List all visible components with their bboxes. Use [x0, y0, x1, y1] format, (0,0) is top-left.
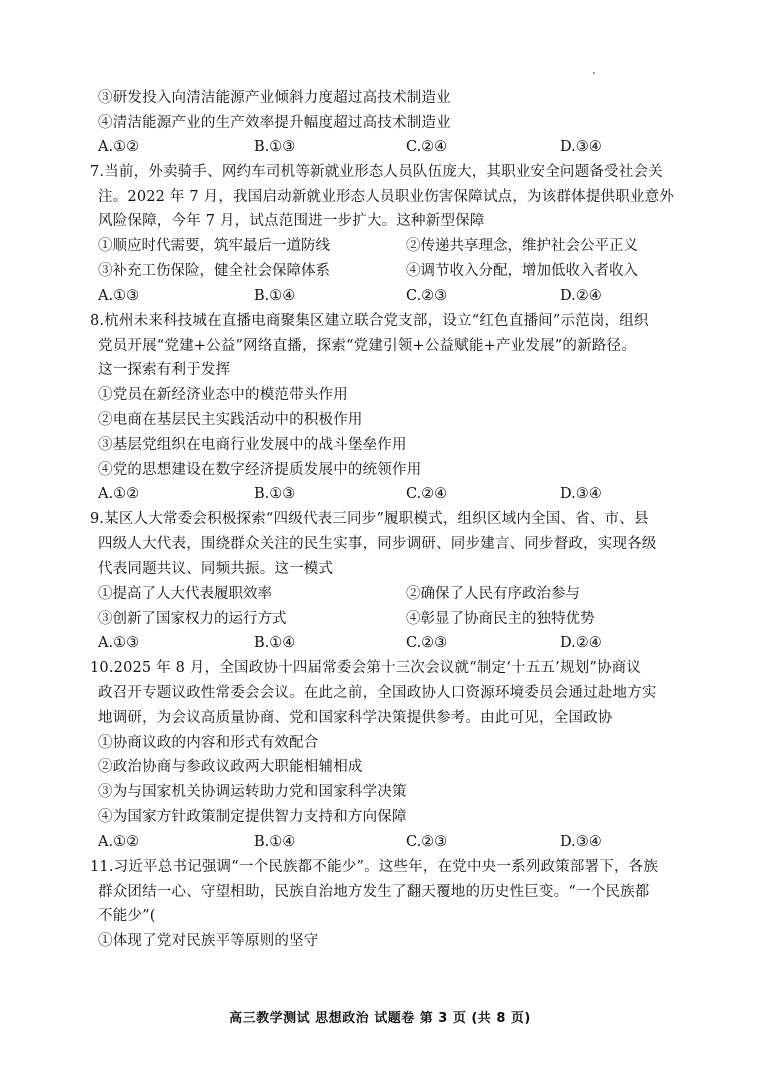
q9-stem-line-3: 代表同题共议、同频共振。这一模式 [98, 561, 334, 577]
q10-stem-line-2: 政召开专题议政性常委会会议。在此之前，全国政协人口资源环境委员会通过赴地方实 [98, 685, 657, 701]
q10-choice-b: B.①④ [254, 834, 296, 850]
q8-choice-b: B.①③ [254, 486, 296, 502]
q7-option-3: ③补充工伤保险，健全社会保障体系 [98, 263, 330, 279]
q8-choice-c: C.②④ [406, 486, 448, 502]
q7-stem-line-1: 7.当前，外卖骑手、网约车司机等新就业形态人员队伍庞大，其职业安全问题备受社会关 [90, 164, 663, 180]
q10-option-4: ④为国家方针政策制定提供智力支持和方向保障 [98, 809, 407, 825]
q6-choices [98, 138, 658, 156]
q7-stem-line-3: 风险保障，今年 7 月，试点范围进一步扩大。这种新型保障 [98, 213, 485, 229]
q8-option-3: ③基层党组织在电商行业发展中的战斗堡垒作用 [98, 437, 407, 453]
q7-option-2: ②传递共享理念，维护社会公平正义 [406, 238, 638, 254]
q9-choices [98, 634, 658, 652]
q9-choice-b: B.①④ [254, 635, 296, 651]
q10-choice-d: D.③④ [560, 834, 602, 850]
q8-stem-line-3: 这一探索有利于发挥 [98, 362, 231, 378]
q11-stem-line-1: 11.习近平总书记强调“一个民族都不能少”。这些年，在党中央一系列政策部署下，各族 [90, 859, 659, 875]
q9-choice-a: A.①③ [98, 635, 140, 651]
q9-stem-line-1: 9.某区人大常委会积极探索“四级代表三同步”履职模式，组织区域内全国、省、市、县 [90, 511, 649, 527]
q7-choice-c: C.②③ [406, 288, 448, 304]
q7-choice-b: B.①④ [254, 288, 296, 304]
q8-option-2: ②电商在基层民主实践活动中的积极作用 [98, 412, 363, 428]
q7-option-4: ④调节收入分配，增加低收入者收入 [406, 263, 638, 279]
q9-option-2: ②确保了人民有序政治参与 [406, 586, 580, 602]
q10-option-3: ③为与国家机关协调运转助力党和国家科学决策 [98, 784, 407, 800]
q6-choice-c: C.②④ [406, 139, 448, 155]
q6-choice-a: A.①② [98, 139, 140, 155]
q9-options-row-1 [98, 585, 658, 603]
q6-choice-b: B.①③ [254, 139, 296, 155]
q10-option-2: ②政治协商与参政议政两大职能相辅相成 [98, 759, 363, 775]
q9-option-4: ④彰显了协商民主的独特优势 [406, 611, 595, 627]
q10-choice-c: C.②③ [406, 834, 448, 850]
q8-option-4: ④党的思想建设在数字经济提质发展中的统领作用 [98, 462, 422, 478]
q9-choice-d: D.②④ [560, 635, 602, 651]
q7-option-1: ①顺应时代需要，筑牢最后一道防线 [98, 238, 330, 254]
q9-choice-c: C.②③ [406, 635, 448, 651]
q10-choices [98, 833, 658, 851]
q8-choices [98, 485, 658, 503]
q10-option-1: ①协商议政的内容和形式有效配合 [98, 735, 319, 751]
q10-stem-line-3: 地调研，为会议高质量协商、党和国家科学决策提供参考。由此可见，全国政协 [98, 710, 613, 726]
page-footer: 高三教学测试 思想政治 试题卷 第 3 页 (共 8 页) [229, 1011, 531, 1026]
q9-option-1: ①提高了人大代表履职效率 [98, 586, 272, 602]
q7-choices [98, 287, 658, 305]
q11-stem-line-2: 群众团结一心、守望相助，民族自治地方发生了翻天覆地的历史性巨变。“一个民族都 [98, 884, 650, 900]
q7-options-row-2 [98, 262, 658, 280]
q7-choice-d: D.②④ [560, 288, 602, 304]
q8-option-1: ①党员在新经济业态中的模范带头作用 [98, 387, 348, 403]
q6-choice-d: D.③④ [560, 139, 602, 155]
q8-choice-d: D.③④ [560, 486, 602, 502]
q10-stem-line-1: 10.2025 年 8 月，全国政协十四届常委会第十三次会议就“制定‘十五五’规划”协商议 [90, 660, 642, 676]
q11-option-1: ①体现了党对民族平等原则的坚守 [98, 933, 319, 949]
q7-stem-line-2: 注。2022 年 7 月，我国启动新就业形态人员职业伤害保障试点，为该群体提供职业意外 [98, 189, 675, 205]
q8-stem-line-2: 党员开展“党建+公益”网络直播，探索“党建引领+公益赋能+产业发展”的新路径。 [98, 338, 636, 354]
q6-option-3: ③研发投入向清洁能源产业倾斜力度超过高技术制造业 [98, 90, 451, 106]
q10-choice-a: A.①② [98, 834, 140, 850]
q9-stem-line-2: 四级人大代表，围绕群众关注的民生实事，同步调研、同步建言、同步督政，实现各级 [98, 536, 657, 552]
q11-stem-line-3: 不能少”( [98, 908, 156, 924]
q6-option-4: ④清洁能源产业的生产效率提升幅度超过高技术制造业 [98, 115, 451, 131]
q7-options-row-1 [98, 237, 658, 255]
q8-choice-a: A.①② [98, 486, 140, 502]
q7-choice-a: A.①③ [98, 288, 140, 304]
scan-speck [593, 72, 595, 74]
q9-option-3: ③创新了国家权力的运行方式 [98, 611, 287, 627]
q9-options-row-2 [98, 610, 658, 628]
q8-stem-line-1: 8.杭州未来科技城在直播电商聚集区建立联合党支部，设立“红色直播间”示范岗，组织 [90, 313, 649, 329]
